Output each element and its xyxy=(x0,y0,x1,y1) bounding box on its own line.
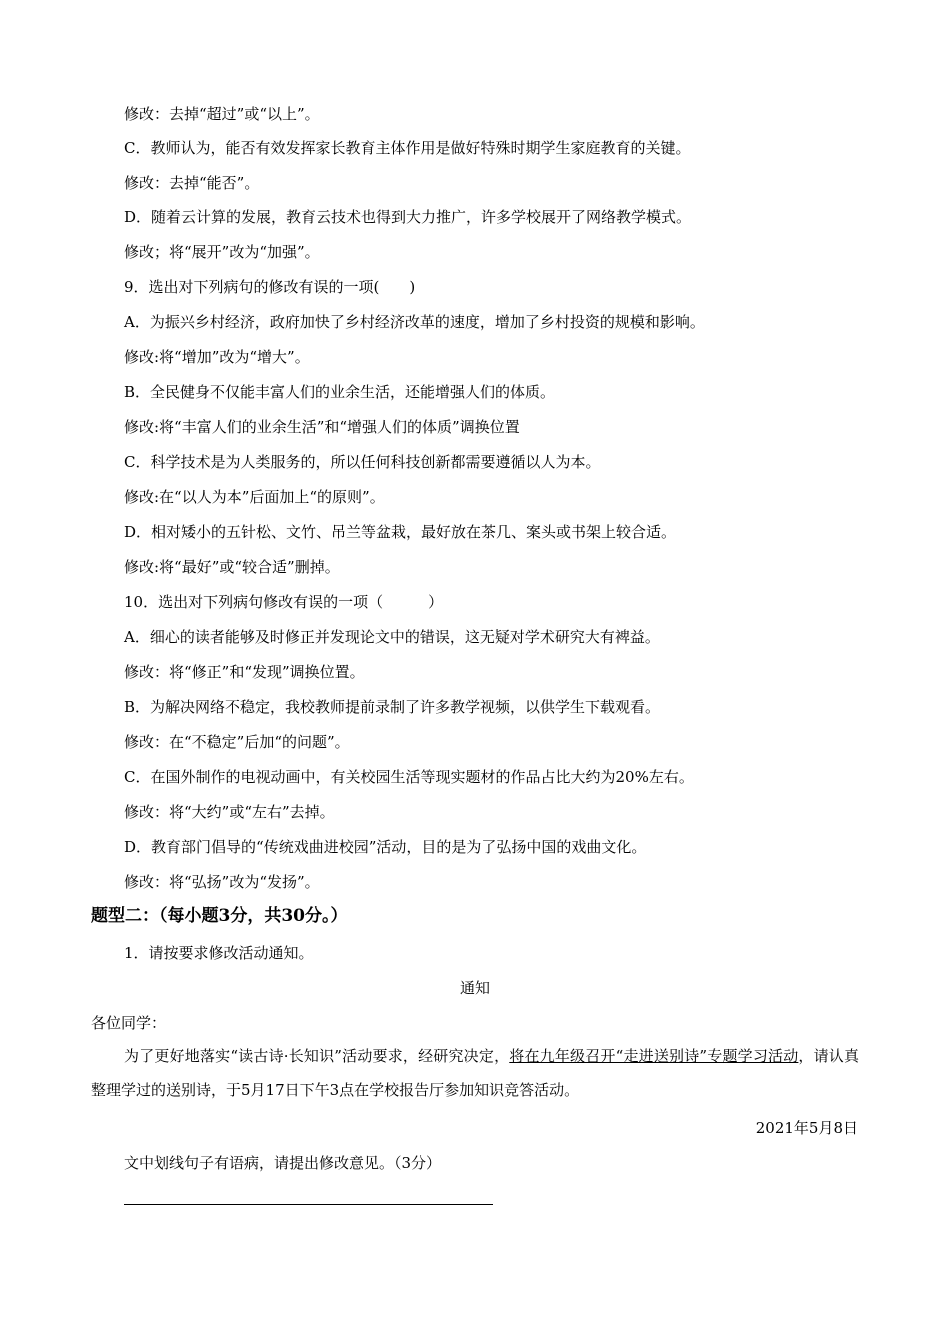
underlined-sentence: 将在九年级召开“走进送别诗”专题学习活动 xyxy=(509,1047,799,1065)
s2-q1-stem: 1．请按要求修改活动通知。 xyxy=(124,944,314,962)
notice-body xyxy=(91,1039,859,1107)
answer-blank-line xyxy=(124,1204,493,1205)
q8-revision-d: 修改；将“展开”改为“加强”。 xyxy=(124,243,320,261)
q9-revision-c: 修改:在“以人为本”后面加上“的原则”。 xyxy=(124,488,385,506)
notice-date: 2021年5月8日 xyxy=(755,1119,858,1137)
notice-title: 通知 xyxy=(459,979,490,997)
notice-greeting: 各位同学： xyxy=(91,1014,167,1032)
q10-revision-a: 修改：将“修正”和“发现”调换位置。 xyxy=(124,663,365,681)
q8-option-c: C．教师认为，能否有效发挥家长教育主体作用是做好特殊时期学生家庭教育的关键。 xyxy=(124,139,691,157)
q10-stem: 10．选出对下列病句修改有误的一项（ ） xyxy=(124,593,444,611)
section-heading: 题型二：（每小题3分，共30分。） xyxy=(91,906,348,926)
q10-option-b: B．为解决网络不稳定，我校教师提前录制了许多教学视频，以供学生下载观看。 xyxy=(124,698,661,716)
q10-revision-d: 修改：将“弘扬”改为“发扬”。 xyxy=(124,873,320,891)
q9-stem: 9．选出对下列病句的修改有误的一项( ) xyxy=(124,278,416,296)
q9-revision-a: 修改:将“增加”改为“增大”。 xyxy=(124,348,310,366)
q10-option-a: A．细心的读者能够及时修正并发现论文中的错误，这无疑对学术研究大有裨益。 xyxy=(124,628,660,646)
q8-option-d: D．随着云计算的发展，教育云技术也得到大力推广，许多学校展开了网络教学模式。 xyxy=(124,208,692,226)
q10-option-c: C．在国外制作的电视动画中，有关校园生活等现实题材的作品占比大约为20%左右。 xyxy=(124,768,694,786)
q9-option-a: A．为振兴乡村经济，政府加快了乡村经济改革的速度，增加了乡村投资的规模和影响。 xyxy=(124,313,705,331)
q10-revision-b: 修改：在“不稳定”后加“的问题”。 xyxy=(124,733,350,751)
s2-q1-task: 文中划线句子有语病，请提出修改意见。（3分） xyxy=(124,1154,442,1172)
q8-revision-b: 修改：去掉“超过”或“以上”。 xyxy=(124,105,320,123)
notice-body-start: 为了更好地落实“读古诗·长知识”活动要求，经研究决定， xyxy=(124,1047,510,1065)
notice-body-end: ，请认真整理学过的送别诗，于5月17日下午3点在学校报告厅参加知识竞答活动。 xyxy=(91,1047,859,1099)
q9-option-c: C．科学技术是为人类服务的，所以任何科技创新都需要遵循以人为本。 xyxy=(124,453,601,471)
q9-option-d: D．相对矮小的五针松、文竹、吊兰等盆栽，最好放在茶几、案头或书架上较合适。 xyxy=(124,523,677,541)
q9-revision-d: 修改:将“最好”或“较合适”删掉。 xyxy=(124,558,340,576)
q9-option-b: B．全民健身不仅能丰富人们的业余生活，还能增强人们的体质。 xyxy=(124,383,556,401)
q8-revision-c: 修改：去掉“能否”。 xyxy=(124,174,260,192)
q10-option-d: D．教育部门倡导的“传统戏曲进校园”活动，目的是为了弘扬中国的戏曲文化。 xyxy=(124,838,647,856)
q10-revision-c: 修改：将“大约”或“左右”去掉。 xyxy=(124,803,335,821)
q9-revision-b: 修改:将“丰富人们的业余生活”和“增强人们的体质”调换位置 xyxy=(124,418,520,436)
